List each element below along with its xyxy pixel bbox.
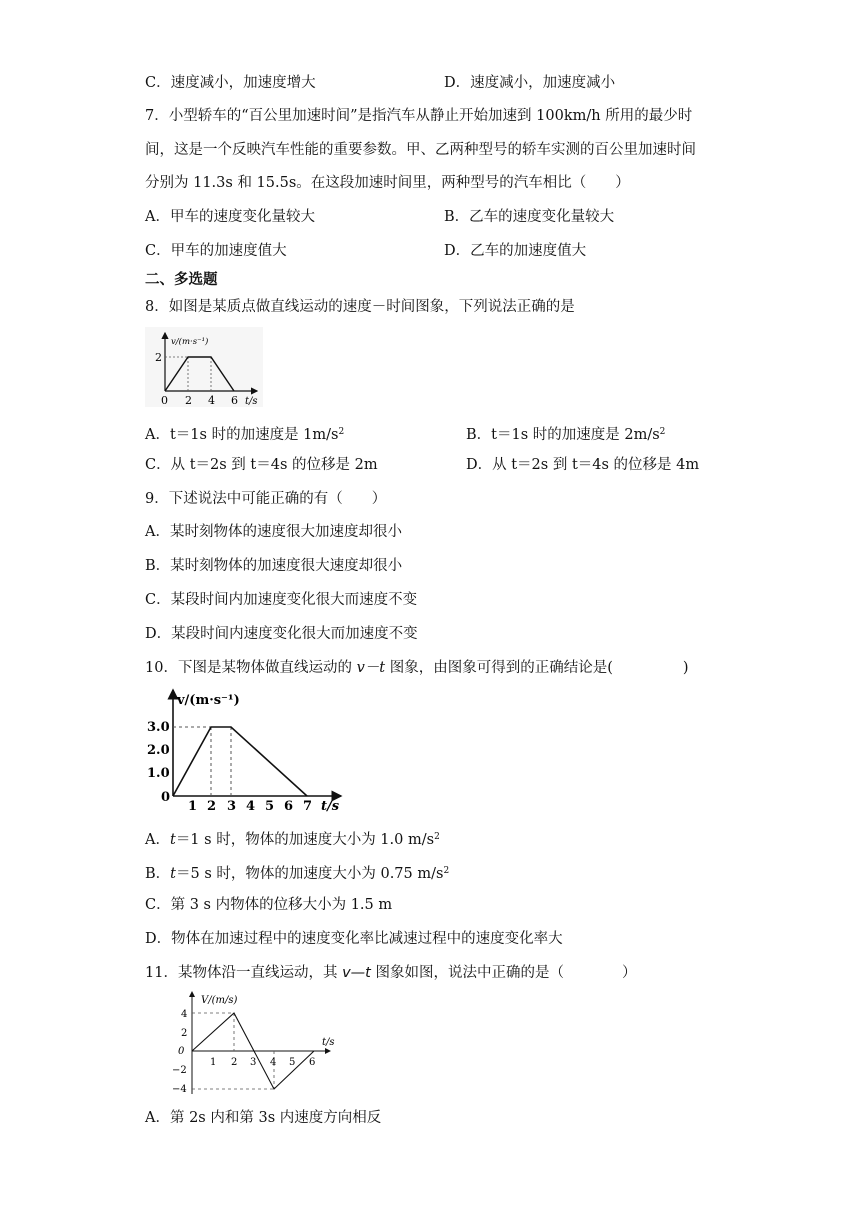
q8-option-a: A．t＝1s 时的加速度是 $1m/s^2$ — [145, 427, 345, 443]
q11-xtick: 3 — [250, 1057, 257, 1068]
q8-xtick: 6 — [231, 394, 238, 407]
q8-xtick: 2 — [185, 394, 192, 407]
q11-xtick: 4 — [270, 1057, 277, 1068]
q10-xtick: 5 — [265, 799, 275, 814]
q10-xtick: 2 — [207, 799, 217, 814]
q11-ytick: −2 — [172, 1065, 187, 1076]
q10-option-d: D．物体在加速过程中的速度变化率比减速过程中的速度变化率大 — [145, 931, 563, 947]
q10-option-a: A．t＝1 s 时，物体的加速度大小为 1.0 $m/s^2$ — [145, 832, 440, 848]
q11-xlabel: t/s — [322, 1037, 335, 1048]
q11-xtick: 6 — [309, 1057, 316, 1068]
q7-stem-line2: 间，这是一个反映汽车性能的重要参数。甲、乙两种型号的轿车实测的百公里加速时间 — [145, 142, 696, 158]
q10-ytick: 1.0 — [147, 766, 170, 781]
q11-stem: 11．某物体沿一直线运动，其 v—t 图象如图，说法中正确的是（ ） — [145, 965, 637, 981]
q7-stem-line1: 7．小型轿车的“百公里加速时间”是指汽车从静止开始加速到 100km/h 所用的最少时 — [145, 108, 693, 124]
q10-ytick: 2.0 — [147, 743, 170, 758]
q11-xtick: 2 — [231, 1057, 238, 1068]
q10-option-c: C．第 3 s 内物体的位移大小为 1.5 m — [145, 897, 393, 913]
q11-ytick: 0 — [178, 1046, 185, 1057]
q9-option-c: C．某段时间内加速度变化很大而速度不变 — [145, 592, 418, 608]
q8-option-b: B．t＝1s 时的加速度是 $2m/s^2$ — [466, 427, 666, 443]
q8-ylabel: v/(m·s⁻¹) — [171, 337, 209, 347]
q8-vt-graph — [145, 327, 263, 411]
q10-xtick: 4 — [246, 799, 256, 814]
q10-xtick: 1 — [188, 799, 198, 814]
q10-option-b: B．t＝5 s 时，物体的加速度大小为 0.75 $m/s^2$ — [145, 866, 450, 882]
q11-xtick: 1 — [210, 1057, 217, 1068]
q10-xlabel: t/s — [321, 799, 340, 814]
q11-ytick: 2 — [181, 1028, 188, 1039]
q10-ylabel: v/(m·s⁻¹) — [177, 693, 240, 708]
q6-option-c: C．速度减小，加速度增大 — [145, 75, 316, 91]
q8-option-c: C．从 t＝2s 到 t＝4s 的位移是 2m — [145, 457, 378, 473]
q10-xtick: 7 — [303, 799, 313, 814]
q7-stem-line3: 分别为 11.3s 和 15.5s。在这段加速时间里，两种型号的汽车相比（ ） — [145, 175, 630, 191]
q8-option-d: D．从 t＝2s 到 t＝4s 的位移是 4m — [466, 457, 700, 473]
q10-ytick: 3.0 — [147, 720, 170, 735]
q10-xtick: 0 — [161, 790, 171, 805]
q10-series-line — [173, 727, 307, 796]
q7-option-d: D．乙车的加速度值大 — [444, 243, 587, 259]
q11-ytick: −4 — [172, 1084, 187, 1095]
q8-xtick: 0 — [161, 394, 168, 407]
q8-xtick: 4 — [208, 394, 215, 407]
q8-stem: 8．如图是某质点做直线运动的速度－时间图象，下列说法正确的是 — [145, 299, 575, 315]
q7-option-a: A．甲车的速度变化量较大 — [145, 209, 315, 225]
q10-stem: 10．下图是某物体做直线运动的 v－t 图象，由图象可得到的正确结论是( ) — [145, 660, 689, 676]
q10-vt-graph — [145, 686, 350, 818]
q10-xtick: 3 — [227, 799, 237, 814]
q7-option-b: B．乙车的速度变化量较大 — [444, 209, 615, 225]
q9-stem: 9．下述说法中可能正确的有（ ） — [145, 491, 387, 507]
q8-xlabel: t/s — [245, 396, 258, 407]
q8-ytick: 2 — [155, 351, 162, 364]
q9-option-d: D．某段时间内速度变化很大而加速度不变 — [145, 626, 418, 642]
q11-option-a: A．第 2s 内和第 3s 内速度方向相反 — [145, 1110, 382, 1126]
q7-option-c: C．甲车的加速度值大 — [145, 243, 287, 259]
q11-xtick: 5 — [289, 1057, 296, 1068]
q11-ytick: 4 — [181, 1009, 188, 1020]
section-heading-multi-choice: 二、多选题 — [145, 271, 218, 288]
q9-option-a: A．某时刻物体的速度很大加速度却很小 — [145, 524, 402, 540]
q8-series-line — [165, 357, 234, 391]
q11-vt-graph — [168, 988, 353, 1100]
q11-ylabel: V/(m/s) — [201, 995, 238, 1006]
q10-xtick: 6 — [284, 799, 294, 814]
q9-option-b: B．某时刻物体的加速度很大速度却很小 — [145, 558, 403, 574]
q6-option-d: D．速度减小，加速度减小 — [444, 75, 616, 91]
